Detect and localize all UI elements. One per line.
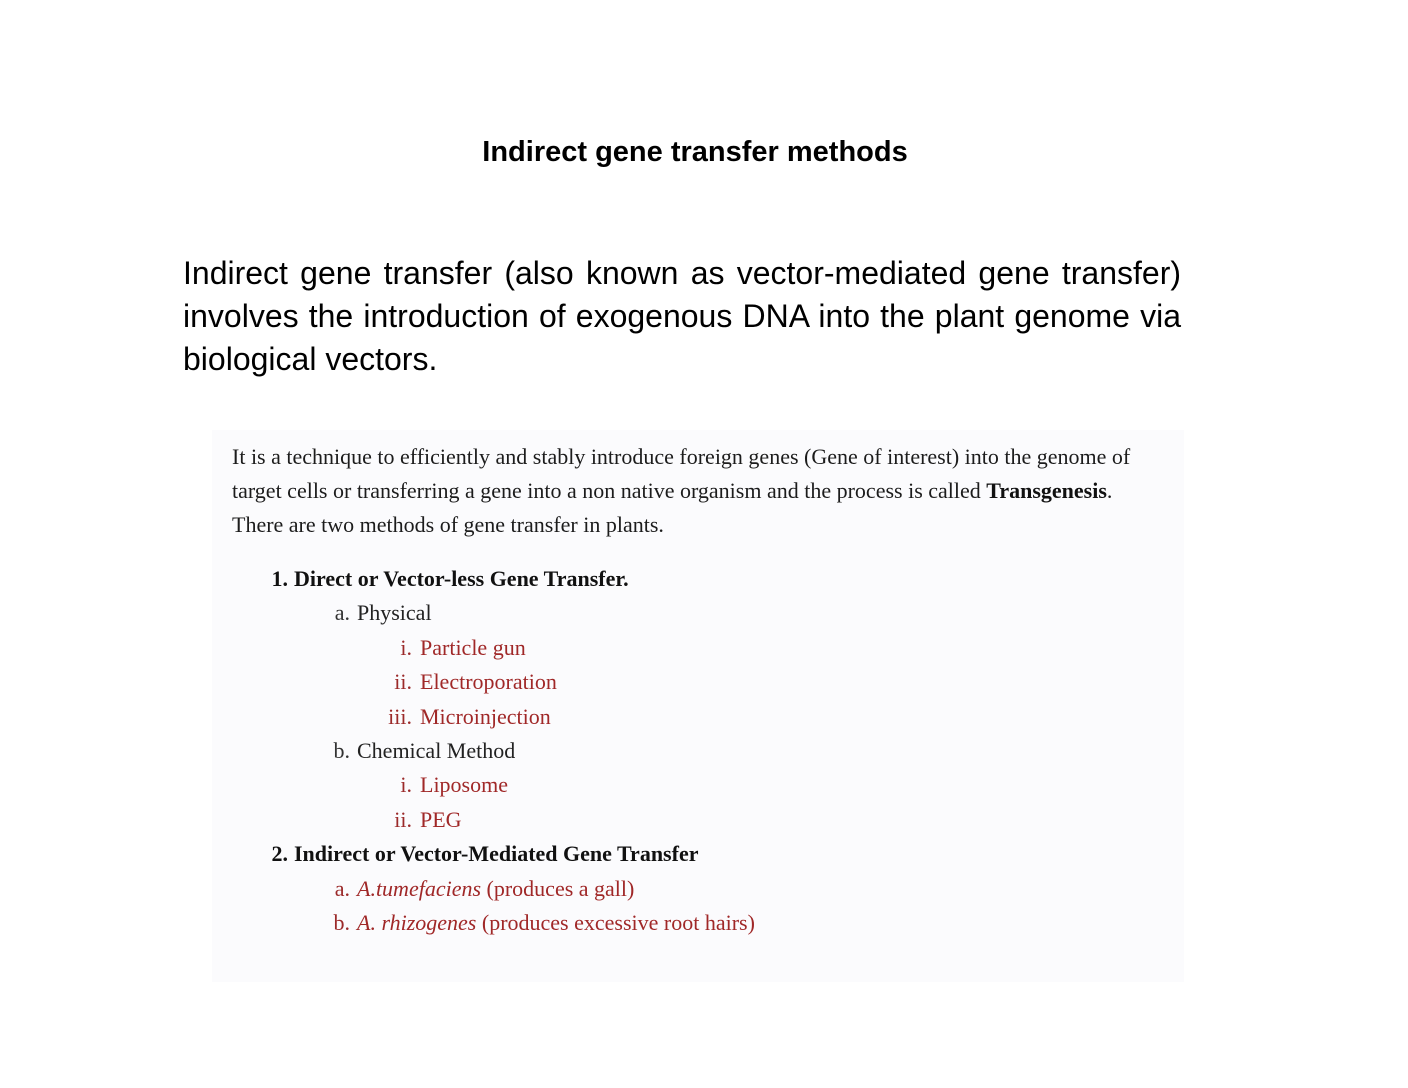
organism-name: A.tumefaciens bbox=[357, 875, 482, 901]
item-label: Indirect or Vector-Mediated Gene Transfer bbox=[294, 841, 699, 867]
item-number: 2. bbox=[271, 841, 288, 867]
list-item bbox=[232, 872, 1184, 906]
list-item bbox=[232, 596, 1184, 630]
item-label: PEG bbox=[420, 806, 462, 832]
item-label: Physical bbox=[357, 600, 432, 626]
item-label bbox=[357, 906, 755, 940]
list-item bbox=[232, 734, 1184, 768]
item-number: i. bbox=[400, 634, 412, 660]
list-item bbox=[232, 631, 1184, 665]
excerpt-text-after: . There are two methods of gene transfer in plants. bbox=[232, 478, 1113, 537]
item-number: ii. bbox=[394, 669, 412, 695]
excerpt-image bbox=[212, 430, 1184, 982]
item-label: Liposome bbox=[420, 772, 508, 798]
item-number: a. bbox=[334, 600, 350, 626]
list-item bbox=[232, 837, 1184, 871]
list-item bbox=[232, 700, 1184, 734]
list-item bbox=[232, 906, 1184, 940]
item-label bbox=[357, 872, 634, 906]
excerpt-paragraph bbox=[232, 440, 1162, 542]
method-outline bbox=[232, 562, 1184, 940]
excerpt-text-before: It is a technique to efficiently and stably introduce foreign genes (Gene of interest) into the genome of target cells or transferring a gene into a non native organism and the process is called bbox=[232, 444, 1131, 503]
item-number: b. bbox=[333, 909, 350, 935]
item-number: 1. bbox=[271, 566, 288, 591]
excerpt-term-transgenesis: Transgenesis bbox=[986, 478, 1107, 503]
item-number: i. bbox=[400, 772, 412, 798]
list-item bbox=[232, 803, 1184, 837]
slide-title: Indirect gene transfer methods bbox=[482, 136, 908, 168]
organism-name: A. rhizogenes bbox=[357, 909, 477, 935]
organism-note: (produces a gall) bbox=[481, 875, 635, 901]
item-number: b. bbox=[333, 737, 350, 763]
item-number: iii. bbox=[388, 703, 412, 729]
item-label: Chemical Method bbox=[357, 737, 516, 763]
item-number: a. bbox=[334, 875, 350, 901]
list-item bbox=[232, 665, 1184, 699]
organism-note: (produces excessive root hairs) bbox=[476, 909, 755, 935]
list-item bbox=[232, 768, 1184, 802]
list-item bbox=[232, 562, 1184, 596]
item-label: Electroporation bbox=[420, 669, 557, 695]
intro-paragraph: Indirect gene transfer (also known as vector-mediated gene transfer) involves the introduction of exogenous DNA into the plant genome via biological vectors. bbox=[183, 255, 1181, 377]
item-number: ii. bbox=[394, 806, 412, 832]
item-label: Particle gun bbox=[420, 634, 526, 660]
item-label: Microinjection bbox=[420, 703, 551, 729]
item-label: Direct or Vector-less Gene Transfer. bbox=[294, 566, 629, 591]
